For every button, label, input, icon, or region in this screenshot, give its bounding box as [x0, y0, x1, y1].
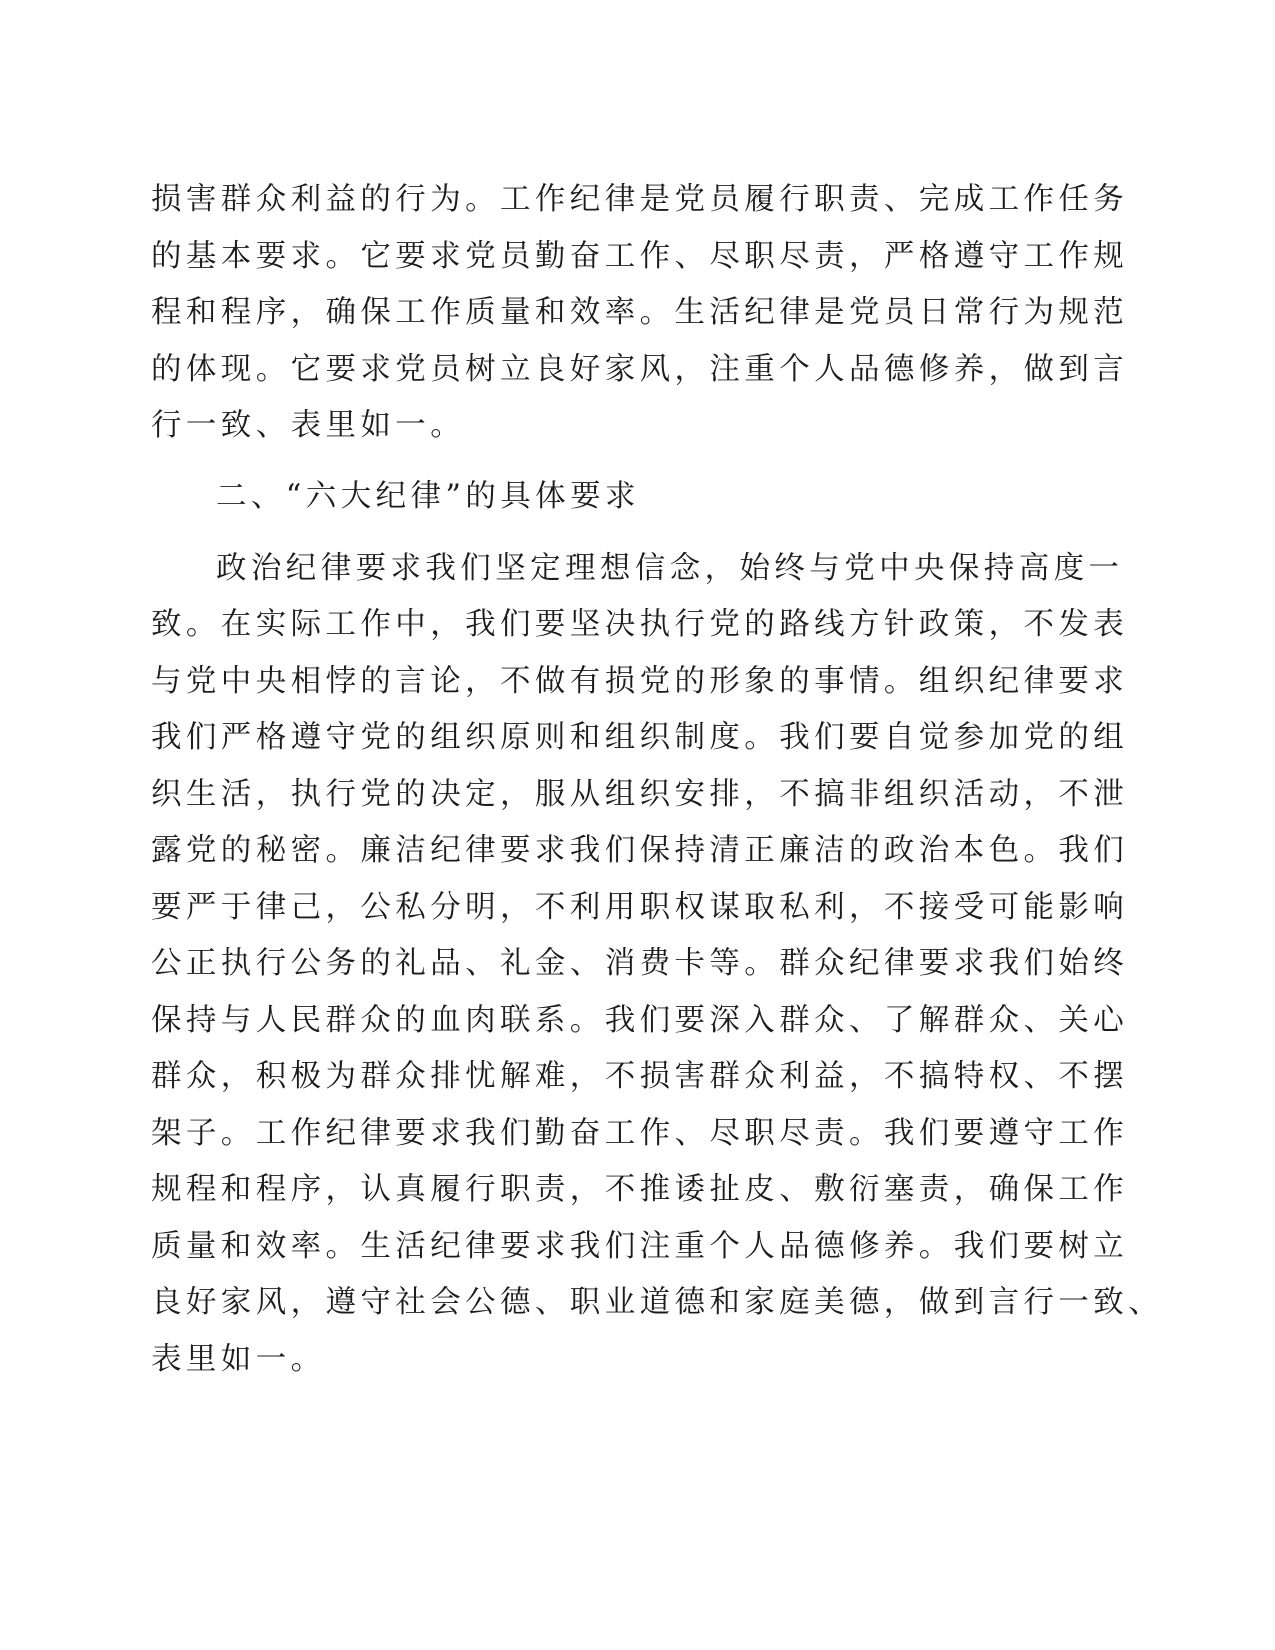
body-text-line: 政治纪律要求我们坚定理想信念，始终与党中央保持高度一 [216, 551, 1124, 586]
body-text-line: 公正执行公务的礼品、礼金、消费卡等。群众纪律要求我们始终 [151, 946, 1129, 981]
body-text-line: 规程和程序，认真履行职责，不推诿扯皮、敷衍塞责，确保工作 [151, 1172, 1129, 1207]
body-text-line: 致。在实际工作中，我们要坚决执行党的路线方针政策，不发表 [151, 607, 1129, 642]
body-text-line: 架子。工作纪律要求我们勤奋工作、尽职尽责。我们要遵守工作 [151, 1116, 1129, 1151]
section-heading: 二、“六大纪律”的具体要求 [216, 479, 640, 514]
body-text-line: 露党的秘密。廉洁纪律要求我们保持清正廉洁的政治本色。我们 [151, 833, 1129, 868]
body-text-line: 群众，积极为群众排忧解难，不损害群众利益，不搞特权、不摆 [151, 1059, 1129, 1094]
body-text-line: 程和程序，确保工作质量和效率。生活纪律是党员日常行为规范 [151, 295, 1129, 330]
body-text-line: 的体现。它要求党员树立良好家风，注重个人品德修养，做到言 [151, 352, 1129, 387]
body-text-line: 的基本要求。它要求党员勤奋工作、尽职尽责，严格遵守工作规 [151, 239, 1129, 274]
body-text-line: 保持与人民群众的血肉联系。我们要深入群众、了解群众、关心 [151, 1003, 1129, 1038]
body-text-line: 行一致、表里如一。 [151, 408, 466, 443]
body-text-line: 表里如一。 [151, 1342, 326, 1377]
body-text-line: 与党中央相悖的言论，不做有损党的形象的事情。组织纪律要求 [151, 664, 1129, 699]
body-text-line: 我们严格遵守党的组织原则和组织制度。我们要自觉参加党的组 [151, 720, 1129, 755]
body-text-line: 质量和效率。生活纪律要求我们注重个人品德修养。我们要树立 [151, 1229, 1129, 1264]
body-text-line: 要严于律己，公私分明，不利用职权谋取私利，不接受可能影响 [151, 890, 1129, 925]
body-text-line: 良好家风，遵守社会公德、职业道德和家庭美德，做到言行一致、 [151, 1285, 1164, 1320]
body-text-line: 织生活，执行党的决定，服从组织安排，不搞非组织活动，不泄 [151, 777, 1129, 812]
body-text-line: 损害群众利益的行为。工作纪律是党员履行职责、完成工作任务 [151, 182, 1129, 217]
